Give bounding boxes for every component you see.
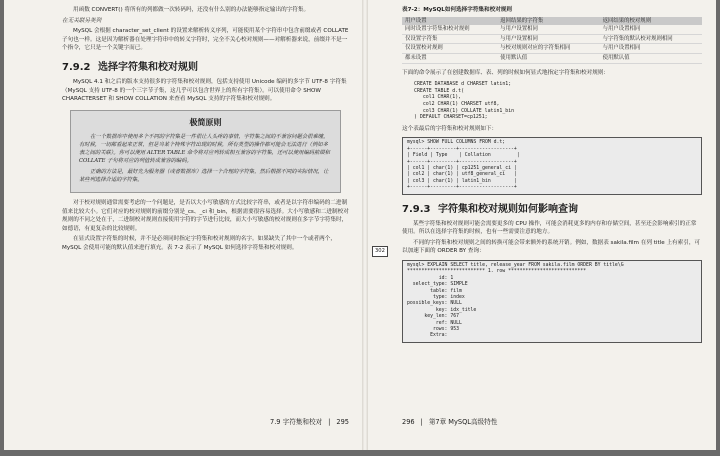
- section-heading-7-9-2: [62, 61, 349, 74]
- create-code-block: CREATE DATABASE d CHARSET latin1; CREATE TABLE d.t( col1 CHAR(1), col2 CHAR(1) CHARSET utf8, col3 CHAR(1) COLLATE latin1_bin ) DEFAULT CHARSET=cp1251;: [414, 81, 515, 121]
- section-number: 7.9.3: [402, 203, 431, 215]
- section-heading-7-9-3: [402, 203, 702, 216]
- section-number: 7.9.2: [62, 61, 91, 73]
- columns-output-table: +------+---------+-------------------+ | Field | Type | Collation | +------+---------+-------------------+ | col1 | char(1) | cp1251_general_ci | | col2 | char(1) | utf8_general_ci | | col3 | char(1) | latin1_bin | +------+---------+-------------------+: [407, 146, 520, 191]
- table-row: [402, 34, 702, 44]
- table-row: [402, 53, 702, 63]
- intro-paragraph-1: 用函数 CONVERT() 将所有的列都做一次转码吗，还没有什么别的办法能够指定输出的字符集。: [73, 7, 310, 13]
- table-cell: 与用户设置相同: [600, 25, 702, 34]
- table-cell: 仅设置校对规则: [402, 44, 497, 54]
- section-paragraph-2: 不同的字符集和校对规则之间的转换可能会带来额外的系统开销。例如，数据表 sakila.film 在列 title 上有索引，可以加速下面的 ORDER BY 查询：: [402, 239, 701, 255]
- explain-output: mysql> EXPLAIN SELECT title, release_year FROM sakila.film ORDER BY title\G *************************** 1. row *************************** id: 1 select_type: SIMPLE table: film type: index possible_keys: NULL key: idx_title key_len: 767 ref: NULL rows: 953 Extra:: [407, 262, 624, 339]
- footer-chapter: 第7章 MySQL高级特性: [428, 418, 498, 426]
- table-cell: 同时设置字符集和校对规则: [402, 25, 497, 34]
- margin-page-tag: 302: [372, 246, 388, 257]
- sidebar-box: [70, 110, 341, 193]
- table-cell: 使用默认值: [497, 53, 599, 63]
- explain-output-box: [402, 260, 702, 343]
- footer-section: 7.9 字符集和校对: [270, 418, 323, 426]
- footer-page-number: 295: [336, 418, 349, 426]
- table-header-cell: 返回结果的校对规则: [600, 17, 702, 26]
- table-cell: 都未设置: [402, 53, 497, 63]
- section-paragraph: MySQL 4.1 和之后的版本支持很多的字符集和校对规则，包括支持使用 Unicode 编码的多字节 UTF-8 字符集（MySQL 支持 UTF-8 的一个三字节子集，这几乎可以包含世界上的所有字符集）。可以使用命令 SHOW CHARACTERSET 和 SHOW COLLATION 来查看 MySQL 支持的字符集和校对规则。: [62, 78, 347, 103]
- after-paragraph-2: 在显式设置字符集的时候，并不是必须同时指定字符集和校对规则的名字。如果缺失了其中一个或者两个，MySQL 会使用可能的默认值来进行填充。表 7-2 表示了 MySQL 如何选择字符集和校对规则。: [62, 236, 336, 251]
- table-header-cell: 用户设置: [402, 17, 497, 26]
- left-page: [62, 6, 349, 456]
- book-spread: [4, 0, 716, 450]
- left-footer: 7.9 字符集和校对 | 295: [270, 418, 349, 426]
- columns-output-box: [402, 137, 702, 194]
- right-page: [375, 6, 702, 456]
- subheading-chooser: 在无关联另类列: [62, 17, 102, 24]
- sidebar-box-paragraph-1: 在一个数据库中使用多个不同的字符集是一件很让人头疼的事情，字符集之间的不兼容问题会很难缠。有时候，一切都看起来正常，但是当某个特殊字符出现的时候，所有类型的操作都可能会无法进行（例如多表之间的关联）。你可以使用 ALTER TABLE 命令将对应列转成相互兼容的字符集，还可以使用编码前缀和 COLLATE 子句将对应的列值转成兼容的编码。: [79, 133, 330, 165]
- table-cell: 与用户设置相同: [600, 44, 702, 54]
- table-header-cell: 返回结果的字符集: [497, 17, 599, 26]
- table-cell: 与用户设置相同: [497, 34, 599, 44]
- table-header-row: [402, 17, 702, 26]
- footer-page-number: 296: [402, 418, 415, 426]
- table-row: [402, 25, 702, 34]
- section-title: 选择字符集和校对规则: [97, 61, 198, 73]
- table-caption: 表7-2：MySQL如何选择字符集和校对规则: [402, 7, 512, 13]
- table-cell: 仅设置字符集: [402, 34, 497, 44]
- right-footer: 296 | 第7章 MySQL高级特性: [402, 418, 498, 426]
- table-cell: 与校对规则对应的字符集相同: [497, 44, 599, 54]
- after-paragraph-1: 对于校对规则通常需要考虑的一个问题是，是否以大小写敏感的方式比较字符串，或者是以字符串编码的二进制值来比较大小。它们对应的校对规则的前缀分别是_cs、_ci 和_bin，根据需要很容易选择。大小写敏感和二进制校对规则的不同之处在于，二进制校对规则直接使用字符的字节进行比较，而大小写敏感的校对规则在多字节字符集时，如德语，有更复杂的比较规则。: [62, 199, 349, 232]
- charset-table: [402, 17, 702, 64]
- table-cell: 使用默认值: [600, 53, 702, 63]
- result-intro-paragraph: 这个表最后的字符集和校对规则如下：: [402, 125, 498, 132]
- table-cell: 与用户设置相同: [497, 25, 599, 34]
- create-intro-paragraph: 下面的命令展示了在创建数据库、表、列的时候如何显式地指定字符集和校对规则：: [402, 69, 609, 76]
- sidebar-box-title: 极简原则: [189, 117, 222, 127]
- sidebar-box-paragraph-2: 正确的方法是，最好先为服务器（或者数据库）选择一个合理的字符集，然后根据不同的实际情况，让某些列选择合适的字符集。: [79, 168, 329, 183]
- section-paragraph-1: 某些字符集和校对规则可能会需要更多的 CPU 操作，可能会消耗更多的内存和存储空间，甚至还会影响索引的正常使用。所以在选择字符集的时候，也有一些需要注意的地方。: [402, 220, 697, 236]
- table-cell: 与字符集的默认校对规则相同: [600, 34, 702, 44]
- book-gutter: [362, 0, 368, 450]
- table-row: [402, 44, 702, 54]
- section-title: 字符集和校对规则如何影响查询: [437, 203, 578, 215]
- show-columns-command: mysql> SHOW FULL COLUMNS FROM d.t;: [407, 140, 506, 146]
- intro-paragraph-2: MySQL 会根据 character_set_client 的设置来解析转义序列，可能使用某个字符串中包含前缀或者 COLLATE 子句也一样。这是因为解析器在处理字符串中的转义字符时，完全不关心校对规则——对解析器来说，前缀并不是一个指令，它只是一个关键字而已。: [62, 28, 349, 52]
